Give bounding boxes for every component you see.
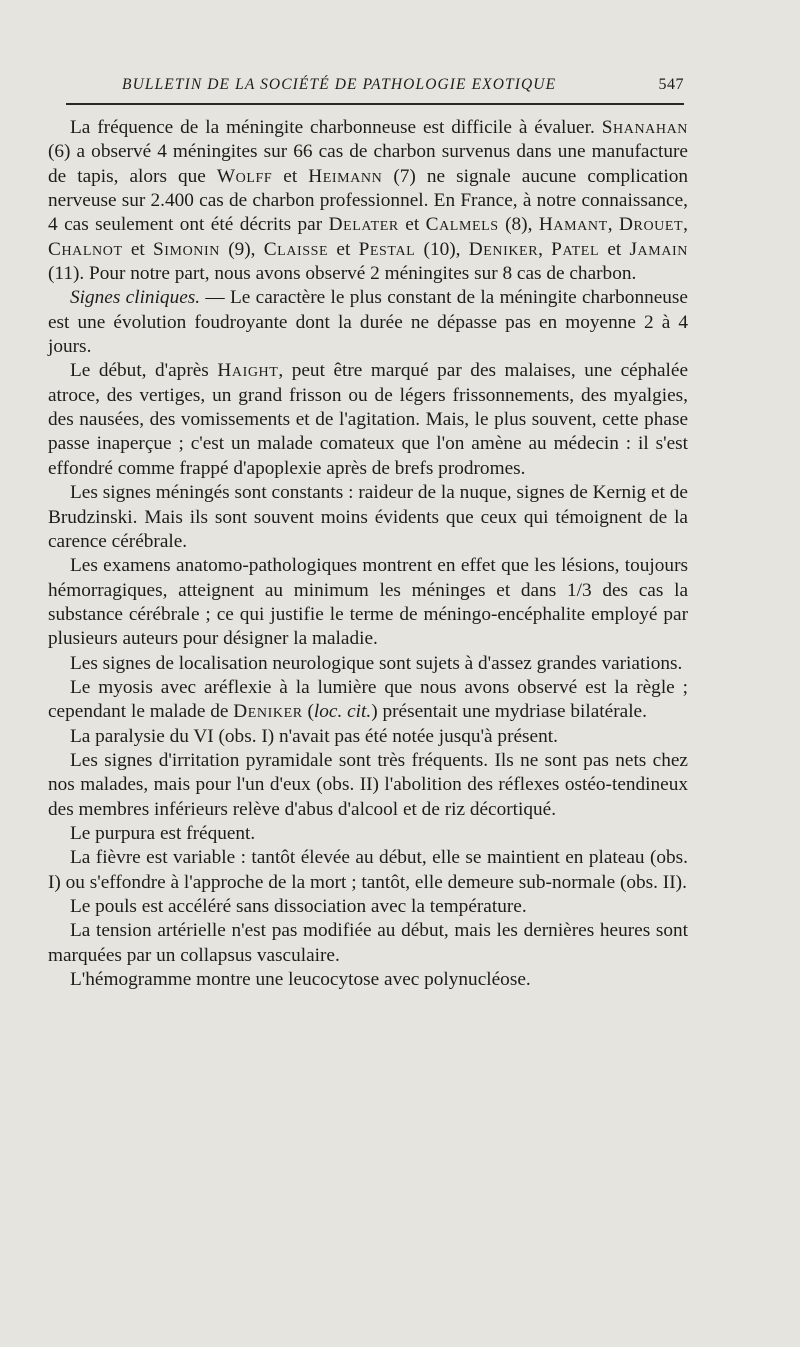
text-run: et <box>122 238 153 260</box>
section-heading: Signes cliniques. <box>70 287 201 309</box>
text-run: Le myosis avec aréflexie à la lumière que nous avons observé est la règle ; cependant le malade de <box>48 676 688 723</box>
paragraph-pyramidal: Les signes d'irritation pyramidale sont très fréquents. Ils ne sont pas nets chez nos malades, mais pour l'un d'eux (obs. II) l'abolition des réflexes ostéo-tendineux des membres inférieurs relève d'abus d'alcool et de riz décortiqué. <box>48 749 688 820</box>
paragraph-paralysis: La paralysie du VI (obs. I) n'avait pas été notée jusqu'à présent. <box>70 725 558 747</box>
author-name: Patel <box>551 238 600 260</box>
text-run: La fréquence de la méningite charbonneuse est difficile à évaluer. <box>70 117 602 138</box>
text-run: (10), <box>415 238 469 260</box>
paragraph-onset <box>48 359 688 481</box>
paragraph-clinical-signs <box>48 286 688 359</box>
text-run: , <box>683 214 688 236</box>
paragraph-myosis <box>48 676 688 725</box>
page-number: 547 <box>658 76 684 93</box>
text-run: (11). Pour notre part, nous avons observé 2 méningites sur 8 cas de charbon. <box>48 263 637 285</box>
text-run: et <box>398 214 426 236</box>
paragraph-pathology: Les examens anatomo-pathologiques montrent en effet que les lésions, toujours hémorragiques, atteignent au minimum les méninges et dans 1/3 des cas la substance cérébrale ; ce qui justifie le terme de méningo-encéphalite employé par plusieurs auteurs pour désigner la maladie. <box>48 555 688 650</box>
author-name: Calmels <box>425 214 499 236</box>
text-run: (8), <box>498 214 539 236</box>
paragraph-fever: La fièvre est variable : tantôt élevée au début, elle se maintient en plateau (obs. I) ou s'effondre à l'approche de la mort ; tantôt, elle demeure sub-normale (obs. II). <box>48 847 688 893</box>
text-run: , <box>538 238 552 260</box>
paragraph-purpura: Le purpura est fréquent. <box>70 822 256 844</box>
text-run: ) présentait une mydriase bilatérale. <box>371 701 647 723</box>
paragraph-meningeal-signs: Les signes méningés sont constants : raideur de la nuque, signes de Kernig et de Brudzinski. Mais ils sont souvent moins évidents que ceux qui témoignent de la carence cérébrale. <box>48 482 688 552</box>
text-run: , <box>607 214 619 236</box>
text-run: , peut être marqué par des malaises, une céphalée atroce, des vertiges, un grand frisson ou de légers frissonnements, des myalgies, des nausées, des vomissements et de l'agitation. Mais, le plus souvent, cette phase passe inaperçue ; c'est un malade comateux que l'on amène au médecin : il s'est effondré comme frappé d'apoplexie après de brefs prodromes. <box>48 360 689 479</box>
text-run: (7) ne signale aucune complication nerveuse sur 2.400 cas de charbon professionnel. En France, à notre connaissance, 4 cas seulement ont été décrits par <box>48 165 688 236</box>
paragraph-incidence <box>48 116 688 286</box>
text-run: — Le caractère le plus constant de la méningite charbonneuse est une évolution foudroyante dont la durée ne dépasse pas en moyenne 2 à 4 jours. <box>48 287 688 358</box>
author-name: Wolff <box>216 165 273 187</box>
body-text <box>48 116 688 992</box>
author-name: Haight <box>217 360 279 382</box>
text-run: (9), <box>219 238 264 260</box>
paragraph-blood-pressure: La tension artérielle n'est pas modifiée au début, mais les dernières heures sont marquées par un collapsus vasculaire. <box>48 920 688 966</box>
author-name: Jamain <box>629 238 688 260</box>
author-name: Shanahan <box>601 117 688 138</box>
text-run: et <box>272 165 309 187</box>
author-name: Claisse <box>263 238 329 260</box>
author-name: Delater <box>328 214 399 236</box>
text-run: Le début, d'après <box>70 360 218 382</box>
citation: loc. cit. <box>313 701 372 723</box>
author-name: Deniker <box>233 701 303 723</box>
header-rule <box>66 103 684 105</box>
paragraph-localisation: Les signes de localisation neurologique sont sujets à d'assez grandes variations. <box>70 652 683 674</box>
author-name: Heimann <box>308 165 383 187</box>
paragraph-hemogram: L'hémogramme montre une leucocytose avec polynucléose. <box>70 969 531 991</box>
text-run: (6) a observé 4 méningites sur 66 cas de charbon survenus dans une manufacture de tapis, alors que <box>48 141 688 187</box>
author-name: Hamant <box>538 214 608 236</box>
running-header <box>48 74 688 104</box>
text-run: et <box>328 238 359 260</box>
author-name: Simonin <box>152 238 220 260</box>
paragraph-pulse: Le pouls est accéléré sans dissociation avec la température. <box>70 896 527 917</box>
author-name: Deniker <box>468 238 539 260</box>
running-title: BULLETIN DE LA SOCIÉTÉ DE PATHOLOGIE EXOTIQUE <box>122 76 557 93</box>
text-run: et <box>599 238 630 260</box>
author-name: Pestal <box>358 238 416 260</box>
author-name: Chalnot <box>48 238 123 260</box>
author-name: Drouet <box>618 214 684 236</box>
text-run: ( <box>302 701 314 723</box>
